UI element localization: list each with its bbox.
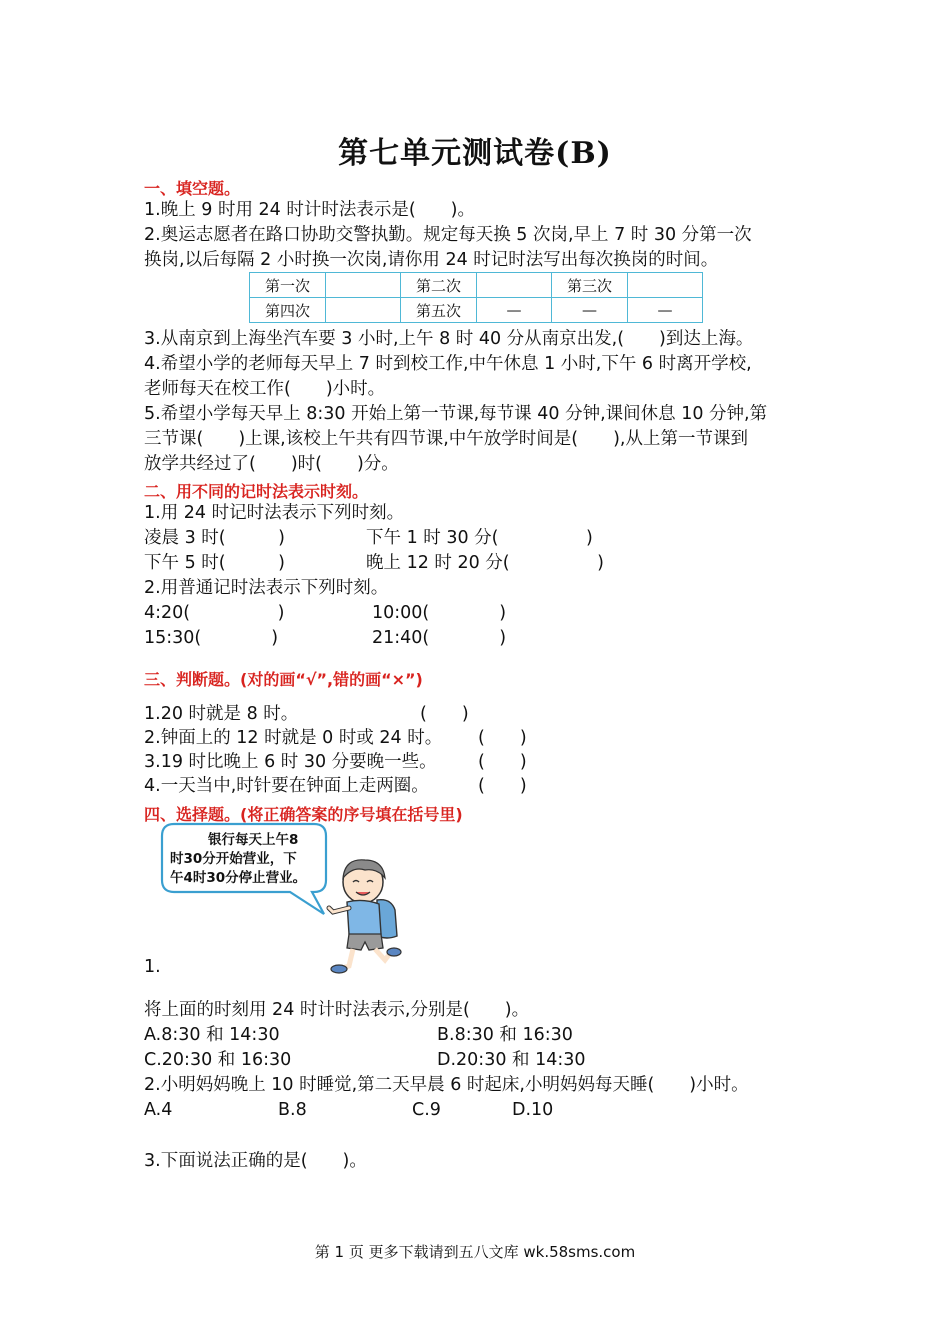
cartoon-boy-illustration <box>325 852 410 974</box>
option-d: D.10 <box>512 1100 554 1120</box>
speech-bubble <box>160 822 330 917</box>
table-cell: 第四次 <box>250 298 326 323</box>
question-1-4-line2: 老师每天在校工作( )小时。 <box>144 379 386 399</box>
table-cell-dash: — <box>628 298 703 323</box>
table-cell-answer[interactable] <box>477 273 552 298</box>
judge-paren: ( ) <box>420 704 469 724</box>
table-cell: 第三次 <box>552 273 628 298</box>
answer-item: 下午 1 时 30 分( ) <box>366 528 593 548</box>
judge-item: 3.19 时比晚上 6 时 30 分要晚一些。 <box>144 752 437 772</box>
section-heading-fill-blank: 一、填空题。 <box>144 179 241 198</box>
section-heading-true-false: 三、判断题。(对的画“√”,错的画“×”) <box>144 670 423 689</box>
question-4-2: 2.小明妈妈晚上 10 时睡觉,第二天早晨 6 时起床,小明妈妈每天睡( )小时。 <box>144 1075 749 1095</box>
bubble-line-1: 银行每天上午8 <box>208 832 299 848</box>
question-1-5-line2: 三节课( )上课,该校上午共有四节课,中午放学时间是( ),从上第一节课到 <box>144 429 748 449</box>
question-1-3: 3.从南京到上海坐汽车要 3 小时,上午 8 时 40 分从南京出发,( )到达上海。 <box>144 329 754 349</box>
answer-item: 15:30( ) <box>144 628 279 648</box>
question-1-2-line2: 换岗,以后每隔 2 小时换一次岗,请你用 24 时记时法写出每次换岗的时间。 <box>144 250 719 270</box>
table-cell: 第五次 <box>401 298 477 323</box>
table-cell-answer[interactable] <box>326 298 401 323</box>
section-heading-multiple-choice: 四、选择题。(将正确答案的序号填在括号里) <box>144 805 463 824</box>
question-4-3: 3.下面说法正确的是( )。 <box>144 1151 367 1171</box>
bubble-line-2: 时30分开始营业，下 <box>170 851 297 867</box>
judge-paren: ( ) <box>478 776 527 796</box>
answer-item: 下午 5 时( ) <box>144 553 285 573</box>
answer-item: 凌晨 3 时( ) <box>144 528 285 548</box>
question-1-5-line1: 5.希望小学每天早上 8:30 开始上第一节课,每节课 40 分钟,课间休息 10 分钟,第 <box>144 404 768 424</box>
table-cell: 第一次 <box>250 273 326 298</box>
option-b: B.8 <box>278 1100 307 1120</box>
table-cell: 第二次 <box>401 273 477 298</box>
table-cell-answer[interactable] <box>326 273 401 298</box>
question-1-2-line1: 2.奥运志愿者在路口协助交警执勤。规定每天换 5 次岗,早上 7 时 30 分第一次 <box>144 225 752 245</box>
answer-item: 4:20( ) <box>144 603 285 623</box>
shift-time-table <box>249 272 703 323</box>
answer-item: 10:00( ) <box>372 603 507 623</box>
table-row <box>250 298 703 323</box>
table-cell-answer[interactable] <box>628 273 703 298</box>
page-footer: 第 1 页 更多下载请到五八文库 wk.58sms.com <box>314 1243 636 1261</box>
option-a: A.4 <box>144 1100 173 1120</box>
answer-item: 21:40( ) <box>372 628 507 648</box>
bubble-line-3: 午4时30分停止营业。 <box>170 870 307 886</box>
question-1-4-line1: 4.希望小学的老师每天早上 7 时到校工作,中午休息 1 小时,下午 6 时离开学校, <box>144 354 752 374</box>
option-c: C.20:30 和 16:30 <box>144 1050 292 1070</box>
question-1-5-line3: 放学共经过了( )时( )分。 <box>144 454 399 474</box>
question-1-1: 1.晚上 9 时用 24 时计时法表示是( )。 <box>144 200 476 220</box>
question-4-1-number: 1. <box>144 957 161 977</box>
option-c: C.9 <box>412 1100 441 1120</box>
option-a: A.8:30 和 14:30 <box>144 1025 280 1045</box>
judge-item: 1.20 时就是 8 时。 <box>144 704 299 724</box>
judge-item: 4.一天当中,时针要在钟面上走两圈。 <box>144 776 429 796</box>
judge-paren: ( ) <box>478 728 527 748</box>
question-2-1: 1.用 24 时记时法表示下列时刻。 <box>144 503 405 523</box>
section-heading-time-notation: 二、用不同的记时法表示时刻。 <box>144 482 369 501</box>
judge-paren: ( ) <box>478 752 527 772</box>
question-4-1: 将上面的时刻用 24 时计时法表示,分别是( )。 <box>144 1000 530 1020</box>
option-d: D.20:30 和 14:30 <box>437 1050 586 1070</box>
table-row <box>250 273 703 298</box>
option-b: B.8:30 和 16:30 <box>437 1025 573 1045</box>
table-cell-dash: — <box>552 298 628 323</box>
answer-item: 晚上 12 时 20 分( ) <box>366 553 604 573</box>
page-title: 第七单元测试卷(B) <box>338 136 612 171</box>
question-2-2: 2.用普通记时法表示下列时刻。 <box>144 578 389 598</box>
judge-item: 2.钟面上的 12 时就是 0 时或 24 时。 <box>144 728 443 748</box>
table-cell-dash: — <box>477 298 552 323</box>
